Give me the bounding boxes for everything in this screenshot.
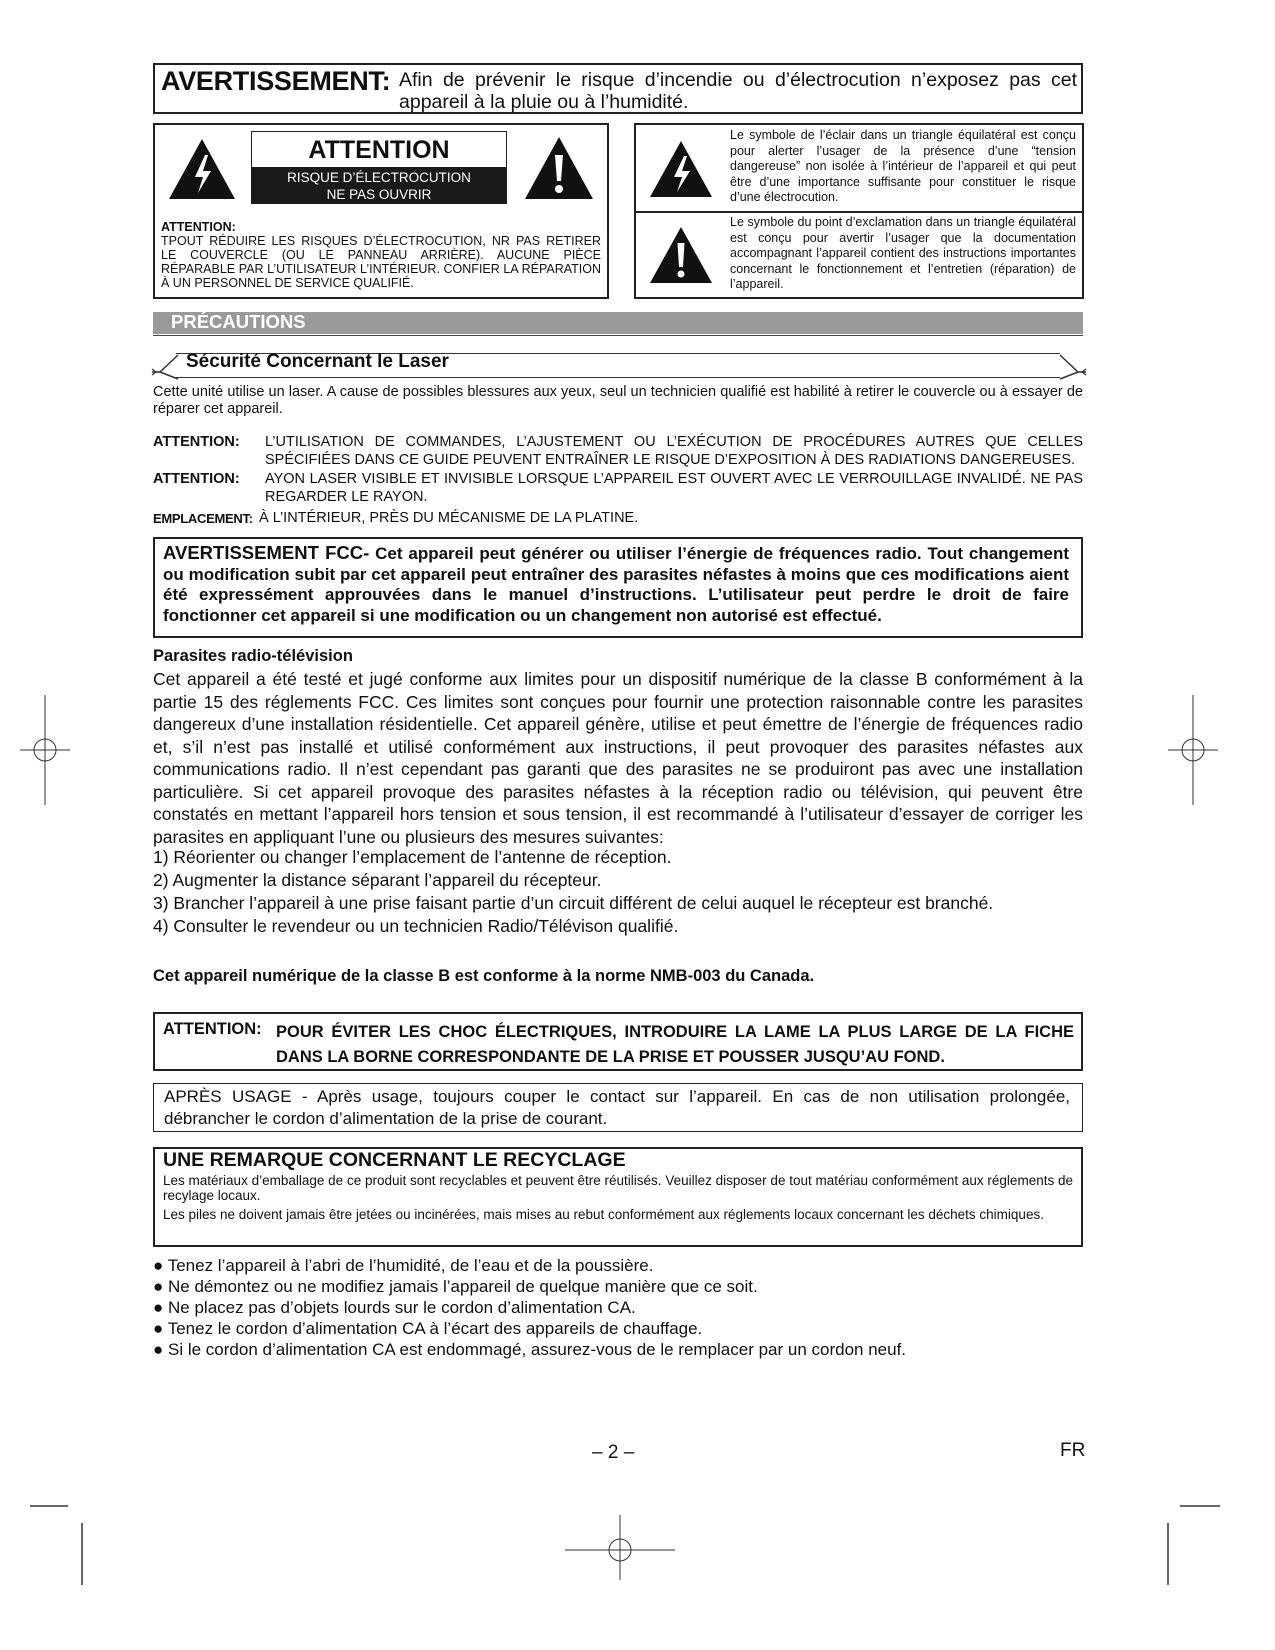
laser-heading: Sécurité Concernant le Laser: [186, 351, 449, 372]
plug-warning-label: ATTENTION:: [163, 1020, 262, 1038]
plug-warning-text: POUR ÉVITER LES CHOC ÉLECTRIQUES, INTRODUIRE LA LAME LA PLUS LARGE DE LA FICHE DANS LA BORNE CORRESPONDANTE DE LA PRISE ET POUSSER JUSQU’AU FOND.: [276, 1023, 1074, 1066]
laser-location-text: À L’INTÉRIEUR, PRÈS DU MÉCANISME DE LA PLATINE.: [259, 510, 639, 526]
fcc-warning: [163, 543, 1069, 626]
lightning-triangle-icon: [167, 137, 237, 201]
attention-title: ATTENTION: [308, 136, 450, 164]
laser-attention-1-text: L’UTILISATION DE COMMANDES, L’AJUSTEMENT OU L’EXÉCUTION DE PROCÉDURES AUTRES QUE CELLES SPÉCIFIÉES DANS CE GUIDE PEUVENT ENTRAÎNER LE RISQUE D’EXPOSITION À DES RADIATIONS DANGEREUSES.: [265, 434, 1083, 468]
after-use-text: APRÈS USAGE - Après usage, toujours couper le contact sur l’appareil. En cas de non utilisation prolongée, débrancher le cordon d’alimentation de la prise de courant.: [164, 1087, 1070, 1128]
heading-right-bracket-icon: [1058, 353, 1088, 381]
registration-mark-icon: [1168, 695, 1218, 805]
recycling-paragraph-2: Les piles ne doivent jamais être jetées ou incinérées, mais mises au rebut conformément aux réglements locaux concernant les déchets chimiques.: [163, 1207, 1044, 1222]
recycling-title: UNE REMARQUE CONCERNANT LE RECYCLAGE: [163, 1149, 626, 1171]
precautions-title: PRÉCAUTIONS: [171, 311, 306, 332]
bullet-text: Si le cordon d’alimentation CA est endommagé, assurez-vous de le remplacer par un cordon neuf.: [168, 1340, 907, 1359]
registration-mark-icon: [20, 695, 70, 805]
radio-tv-item-4: 4) Consulter le revendeur ou un technicien Radio/Télévison qualifié.: [153, 916, 679, 936]
bullet-text: Ne placez pas d’objets lourds sur le cordon d’alimentation CA.: [168, 1298, 636, 1317]
fcc-heading: AVERTISSEMENT FCC-: [163, 542, 370, 563]
plug-warning-box: [153, 1012, 1083, 1071]
lightning-symbol-text: Le symbole de l’éclair dans un triangle équilatéral est conçu pour alerter l’usager de la présence d’une “tension dangereuse” non isolée à l’intérieur de l’appareil et qui peut être d’une importance suffisante pour constituer le risque d’une électrocution.: [730, 128, 1076, 204]
precautions-underline: [153, 335, 1083, 336]
radio-tv-item-3: 3) Brancher l’appareil à une prise faisant partie d’un circuit différent de celui auquel le récepteur est branché.: [153, 893, 994, 913]
fcc-warning-box: [153, 537, 1083, 638]
laser-attention-2: [153, 471, 1083, 507]
registration-mark-icon: [565, 1515, 675, 1580]
main-warning-text: Afin de prévenir le risque d’incendie ou d’électrocution n’exposez pas cet appareil à la pluie ou à l’humidité.: [399, 69, 1077, 113]
exclamation-triangle-icon: [648, 225, 714, 285]
bullet-item: [153, 1319, 702, 1339]
attention-title-box: [251, 131, 507, 204]
attention-band-line2: NE PAS OUVRIR: [326, 187, 432, 202]
bullet-dot-icon: ●: [153, 1256, 164, 1275]
bullet-item: [153, 1298, 636, 1318]
attention-band-line1: RISQUE D’ÉLECTROCUTION: [287, 170, 471, 185]
bullet-item: [153, 1277, 758, 1297]
laser-attention-2-label: ATTENTION:: [153, 471, 240, 487]
page-number: – 2 –: [592, 1442, 635, 1463]
laser-location: [153, 510, 1083, 528]
radio-tv-body: Cet appareil a été testé et jugé conforme aux limites pour un dispositif numérique de la classe B conformément à la partie 15 des réglements FCC. Ces limites sont conçues pour fournir une protection raisonnable contre les parasites dangereux d’une installation résidentielle. Cet appareil génère, utilise et peut émettre de l’énergie de fréquences radio et, s’il n’est pas installé et utilisé conformément aux instructions, il peut provoquer des parasites néfastes aux communications radio. Il n’est cependant pas garanti que des parasites ne se produiront pas avec une installation particulière. Si cet appareil provoque des parasites néfastes à la réception radio ou télévision, qui peuvent être constatés en mettant l’appareil hors tension et sous tension, il est recommandé à l’utilisateur d’essayer de corriger les parasites en appliquant l’une ou plusieurs des mesures suivantes:: [153, 669, 1083, 847]
crop-mark-icon: [1160, 1505, 1220, 1585]
symbols-divider: [636, 211, 1082, 213]
canada-compliance-note: Cet appareil numérique de la classe B est conforme à la norme NMB-003 du Canada.: [153, 967, 815, 985]
bullet-dot-icon: ●: [153, 1277, 164, 1296]
laser-intro: Cette unité utilise un laser. A cause de possibles blessures aux yeux, seul un technicien qualifié est habilité à retirer le couvercle ou à essayer de réparer cet appareil.: [153, 384, 1083, 417]
main-warning-heading: AVERTISSEMENT:: [161, 66, 391, 96]
attention-band: [251, 167, 507, 204]
laser-attention-1-label: ATTENTION:: [153, 434, 240, 450]
radio-tv-title: Parasites radio-télévision: [153, 647, 353, 665]
bullet-text: Ne démontez ou ne modifiez jamais l’appareil de quelque manière que ce soit.: [168, 1277, 758, 1296]
radio-tv-item-2: 2) Augmenter la distance séparant l’appareil du récepteur.: [153, 870, 602, 890]
symbols-panel: [634, 123, 1084, 299]
bullet-text: Tenez le cordon d’alimentation CA à l’écart des appareils de chauffage.: [167, 1319, 703, 1338]
bullet-dot-icon: ●: [153, 1319, 164, 1338]
recycling-paragraph-1: Les matériaux d’emballage de ce produit sont recyclables et peuvent être réutilisés. Veuillez disposer de tout matériau conformément aux réglements de recylage locaux.: [163, 1173, 1073, 1203]
precautions-bar: [153, 312, 1083, 334]
bullet-dot-icon: ●: [153, 1340, 164, 1359]
radio-tv-item-1: 1) Réorienter ou changer l’emplacement de l’antenne de réception.: [153, 847, 672, 867]
language-code: FR: [1060, 1440, 1086, 1461]
exclamation-symbol-text: Le symbole du point d’exclamation dans un triangle équilatéral est conçu pour avertir l’usager que la documentation accompagnant l’appareil contient des instructions importantes concernant le fonctionnement et l’entretien (réparation) de l’appareil.: [730, 215, 1076, 291]
laser-attention-1: [153, 434, 1083, 470]
exclamation-triangle-icon: [523, 135, 595, 201]
laser-location-label: EMPLACEMENT:: [153, 511, 253, 526]
lightning-triangle-icon: [648, 139, 714, 199]
bullet-text: Tenez l’appareil à l’abri de l’humidité, de l’eau et de la poussière.: [167, 1256, 654, 1275]
bullet-item: [153, 1256, 653, 1276]
crop-mark-icon: [30, 1505, 90, 1585]
attention-panel: [153, 123, 609, 299]
bullet-dot-icon: ●: [153, 1298, 164, 1317]
attention-small-text: TPOUT RÉDUIRE LES RISQUES D’ÉLECTROCUTION, NR PAS RETIRER LE COUVERCLE (OU LE PANNEAU ARRIÈRE). AUCUNE PIÈCE RÉPARABLE PAR L’UTILISATEUR L’INTÉRIEUR. CONFIER LA RÉPARATION À UN PERSONNEL DE SERVICE QUALIFIÉ.: [161, 234, 601, 290]
recycling-box: [153, 1147, 1083, 1247]
fcc-text: Cet appareil peut générer ou utiliser l’énergie de fréquences radio. Tout changement ou modification subit par cet appareil peut entraîner des parasites néfastes à moins que ces modifications aient été expressément approuvées dans le manuel d’instructions. L’utilisateur peut perdre le droit de faire fonctionner cet appareil si une modification ou un changement non autorisé est effectué.: [163, 544, 1069, 625]
laser-heading-bottomline: [176, 377, 1060, 378]
after-use-box: [153, 1083, 1083, 1132]
laser-attention-2-text: AYON LASER VISIBLE ET INVISIBLE LORSQUE L’APPAREIL EST OUVERT AVEC LE VERROUILLAGE INVALIDÉ. NE PAS REGARDER LE RAYON.: [265, 471, 1083, 505]
attention-small-label: ATTENTION:: [161, 220, 236, 234]
bullet-item: [153, 1340, 906, 1360]
main-warning-box: [153, 63, 1083, 114]
